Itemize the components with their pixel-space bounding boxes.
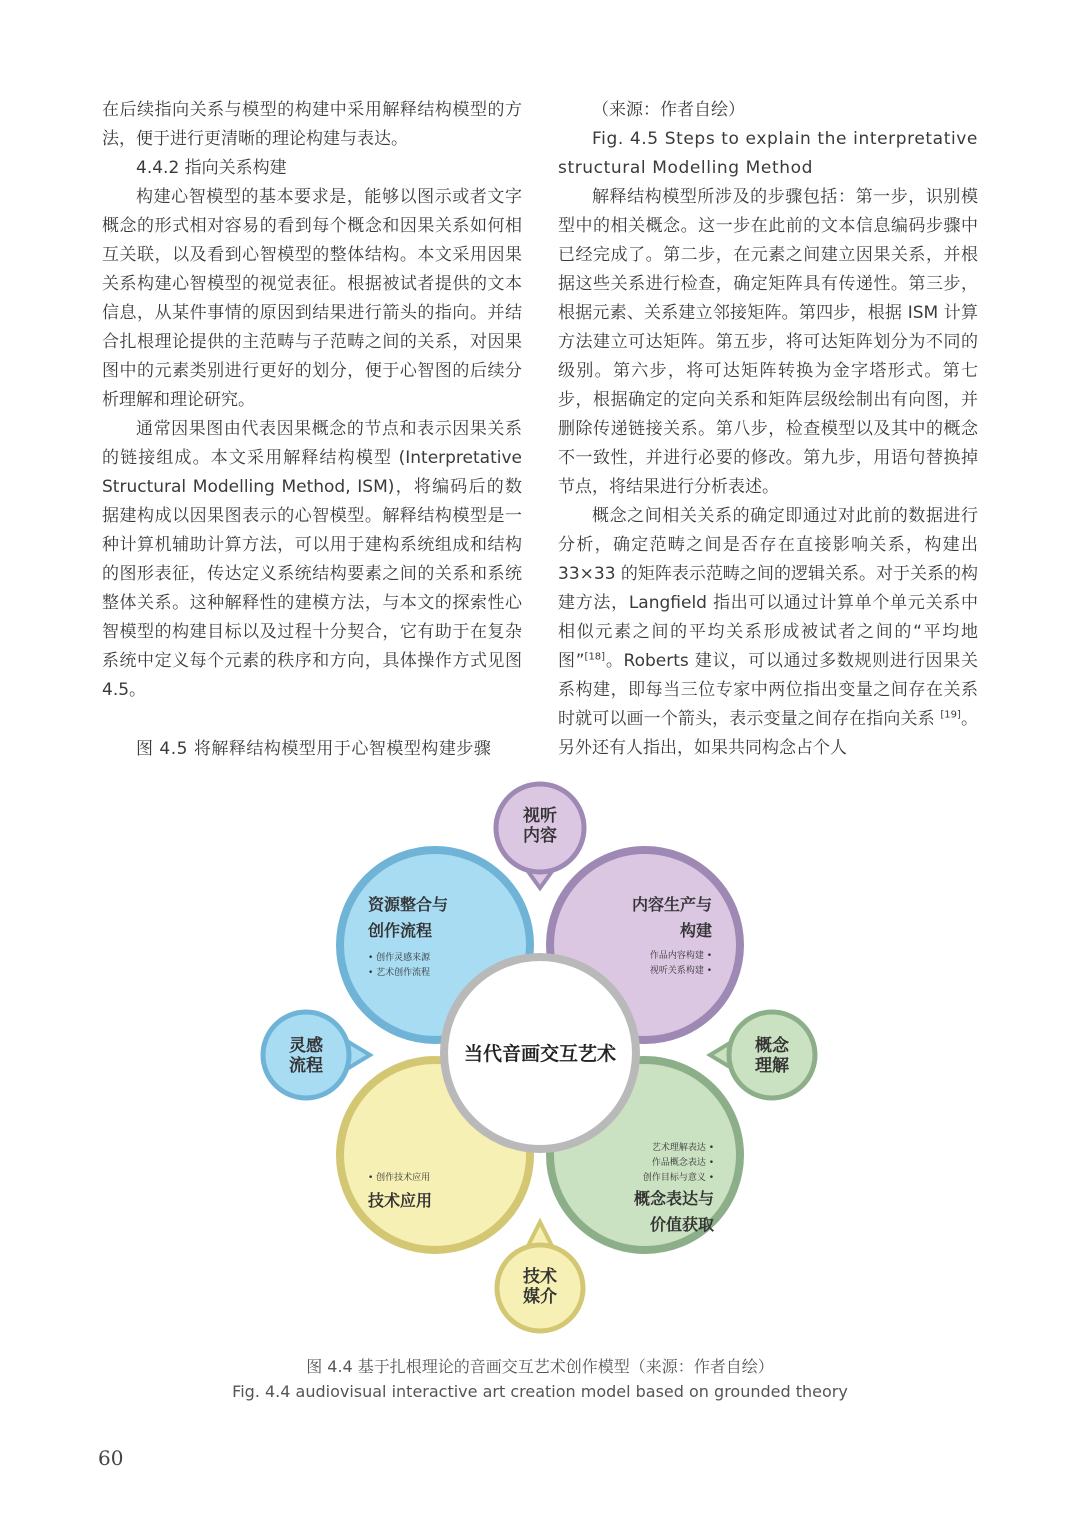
paragraph: 在后续指向关系与模型的构建中采用解释结构模型的方法，便于进行更清晰的理论构建与表达。 [102, 100, 522, 149]
pin-label: 流程 [289, 1056, 323, 1076]
paragraph: 构建心智模型的基本要求是，能够以图示或者文字概念的形式相对容易的看到每个概念和因果关系如何相互关联，以及看到心智模型的整体结构。本文采用因果关系构建心智模型的视觉表征。根据被试者提供的文本信息，从某件事情的原因到结果进行箭头的指向。并结合扎根理论提供的主范畴与子范畴之间的关系，对因果图中的元素类别进行更好的划分，便于心智图的后续分析理解和理论研究。 [102, 187, 522, 410]
paragraph-text: 概念之间相关关系的确定即通过对此前的数据进行分析，确定范畴之间是否存在直接影响关系，构建出 33×33 的矩阵表示范畴之间的逻辑关系。对于关系的构建方法，Langfield 指出可以通过计算单个单元关系中相似元素之间的平均关系形成被试者之间的“平均地图” [558, 506, 978, 671]
paragraph-text: 。Roberts 建议，可以通过多数规则进行因果关系构建，即每当三位专家中两位指出变量之间存在关系时就可以画一个箭头，表示变量之间存在指向关系 [558, 651, 978, 729]
circle-title: 创作流程 [368, 921, 433, 940]
citation-ref: [18] [584, 651, 606, 663]
paragraph: 解释结构模型所涉及的步骤包括：第一步，识别模型中的相关概念。这一步在此前的文本信息编码步骤中已经完成了。第二步，在元素之间建立因果关系，并根据这些关系进行检查，确定矩阵具有传递性。第三步，根据元素、关系建立邻接矩阵。第四步，根据 ISM 计算方法建立可达矩阵。第五步，将可达矩阵划分为不同的级别。第六步，将可达矩阵转换为金字塔形式。第七步，根据确定的定向关系和矩阵层级绘制出有向图，并删除传递链接关系。第八步，检查模型以及其中的概念不一致性，并进行必要的修改。第九步，用语句替换掉节点，将结果进行分析表述。 [558, 187, 978, 497]
pin-bottom [497, 1222, 583, 1331]
circle-title: 概念表达与 [633, 1189, 714, 1208]
pin-top [496, 784, 584, 888]
pin-label: 概念 [755, 1036, 789, 1056]
pin-label: 视听 [523, 806, 557, 826]
paragraph: 通常因果图由代表因果概念的节点和表示因果关系的链接组成。本文采用解释结构模型 (Interpretative Structural Modelling Method, ISM)，将编码后的数据建构成以因果图表示的心智模型。解释结构模型是一种计算机辅助计算方法，可以用于建构系统组成和结构的图形表征，传达定义系统结构要素之间的关系和系统整体关系。这种解释性的建模方法，与本文的探索性心智模型的构建目标以及过程十分契合，它有助于在复杂系统中定义每个元素的秩序和方向，具体操作方式见图 4.5。 [102, 419, 522, 700]
circle-item: 创作目标与意义 • [642, 1173, 714, 1183]
diagram-svg [240, 770, 840, 1350]
circle-title: 技术应用 [368, 1191, 433, 1210]
circle-item: • 创作技术应用 [368, 1173, 431, 1183]
paragraph [558, 502, 978, 763]
pin-label: 技术 [523, 1267, 557, 1287]
figure-source: （来源：作者自绘） [592, 100, 745, 120]
citation-ref: [19] [940, 709, 961, 721]
circle-title: 内容生产与 [631, 895, 712, 914]
circle-item: 艺术理解表达 • [651, 1143, 714, 1153]
pin-right [710, 1012, 815, 1098]
pin-label: 灵感 [289, 1036, 323, 1056]
circle-item: • 创作灵感来源 [368, 953, 431, 963]
center-circle [444, 957, 636, 1149]
pin-label: 内容 [523, 826, 557, 846]
pin-left [263, 1012, 370, 1098]
section-heading: 4.4.2 指向关系构建 [136, 158, 287, 178]
center-label: 当代音画交互艺术 [463, 1043, 617, 1065]
pin-label: 理解 [755, 1056, 789, 1076]
figure-4-4-caption-en: Fig. 4.4 audiovisual interactive art creation model based on grounded theory [232, 1382, 848, 1401]
circle-title: 价值获取 [649, 1215, 714, 1234]
figure-4-4-caption-zh: 图 4.4 基于扎根理论的音画交互艺术创作模型（来源：作者自绘） [306, 1357, 774, 1376]
circle-item: • 艺术创作流程 [368, 968, 431, 978]
figure-4-5-caption: 图 4.5 将解释结构模型用于心智模型构建步骤 [136, 739, 492, 759]
page-number: 60 [98, 1446, 124, 1470]
figure-4-4-diagram [240, 770, 840, 1350]
figure-4-5-caption-en: Fig. 4.5 Steps to explain the interpretative structural Modelling Method [558, 129, 978, 178]
circle-title: 构建 [679, 921, 712, 940]
circle-item: 作品内容构建 • [649, 951, 712, 961]
circle-item: 视听关系构建 • [649, 966, 712, 976]
circle-title: 资源整合与 [368, 895, 449, 914]
circle-item: 作品概念表达 • [651, 1158, 714, 1168]
paragraph-text: 。另外还有人指出，如果共同构念占个人 [558, 709, 979, 758]
pin-label: 媒介 [523, 1287, 557, 1307]
left-column [102, 96, 522, 705]
right-column [558, 96, 978, 763]
